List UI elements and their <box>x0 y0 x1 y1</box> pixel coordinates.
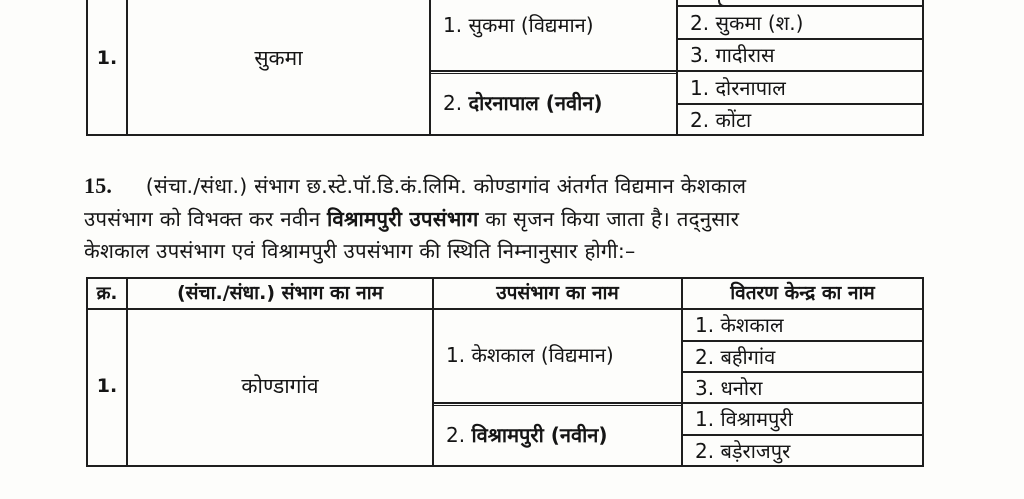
header-subdivision-name: उपसंभाग का नाम <box>496 282 619 304</box>
section-text: उपसंभाग को विभक्त कर नवीन <box>84 207 328 231</box>
subdivision-name: विश्रामपुरी (नवीन) <box>471 423 608 447</box>
subdivision-number: 1. <box>443 13 463 37</box>
bottom-center-row: 1. केशकाल <box>695 313 784 337</box>
subdivision-name: सुकमा (विद्यमान) <box>468 13 594 37</box>
bottom-center-row: 2. बड़ेराजपुर <box>695 438 791 463</box>
top-center-row: 1. दोरनापाल <box>690 75 786 100</box>
header-serial: क्र. <box>96 282 118 304</box>
section-number: 15. <box>84 173 113 198</box>
bottom-subdivision-2 <box>434 418 681 452</box>
section-text: का सृजन किया जाता है। तद्नुसार <box>478 207 740 231</box>
section-text: (संचा./संधा.) संभाग छ.स्टे.पॉ.डि.कं.लिमि. कोण्डागांव अंतर्गत विद्यमान केशकाल <box>145 174 747 198</box>
subdivision-number: 1. <box>446 343 466 367</box>
top-division-name: सुकमा <box>254 45 303 70</box>
top-serial-number: 1. <box>96 46 118 69</box>
bottom-division-name: कोण्डागांव <box>241 373 319 398</box>
top-center-row: 2. कोंटा <box>690 107 752 132</box>
subdivision-number: 2. <box>446 423 466 447</box>
subdivision-name: दोरनापाल (नवीन) <box>468 91 603 115</box>
section-text: केशकाल उपसंभाग एवं विश्रामपुरी उपसंभाग की स्थिति निम्नानुसार होगी:– <box>84 239 636 263</box>
section-emphasis: विश्रामपुरी उपसंभाग <box>327 207 479 231</box>
header-division-name: (संचा./संधा.) संभाग का नाम <box>176 282 384 304</box>
bottom-center-row: 3. धनोरा <box>695 375 763 400</box>
subdivision-name: केशकाल (विद्यमान) <box>471 343 614 367</box>
header-center-name: वितरण केन्द्र का नाम <box>730 282 875 304</box>
subdivision-number: 2. <box>443 91 463 115</box>
bottom-center-row: 1. विश्रामपुरी <box>695 407 793 431</box>
bottom-serial-number: 1. <box>96 374 118 397</box>
bottom-center-row: 2. बहीगांव <box>695 344 776 369</box>
top-center-row: 3. गादीरास <box>690 43 775 67</box>
top-center-row: 2. सुकमा (श.) <box>690 10 804 35</box>
bottom-subdivision-1 <box>434 338 681 372</box>
